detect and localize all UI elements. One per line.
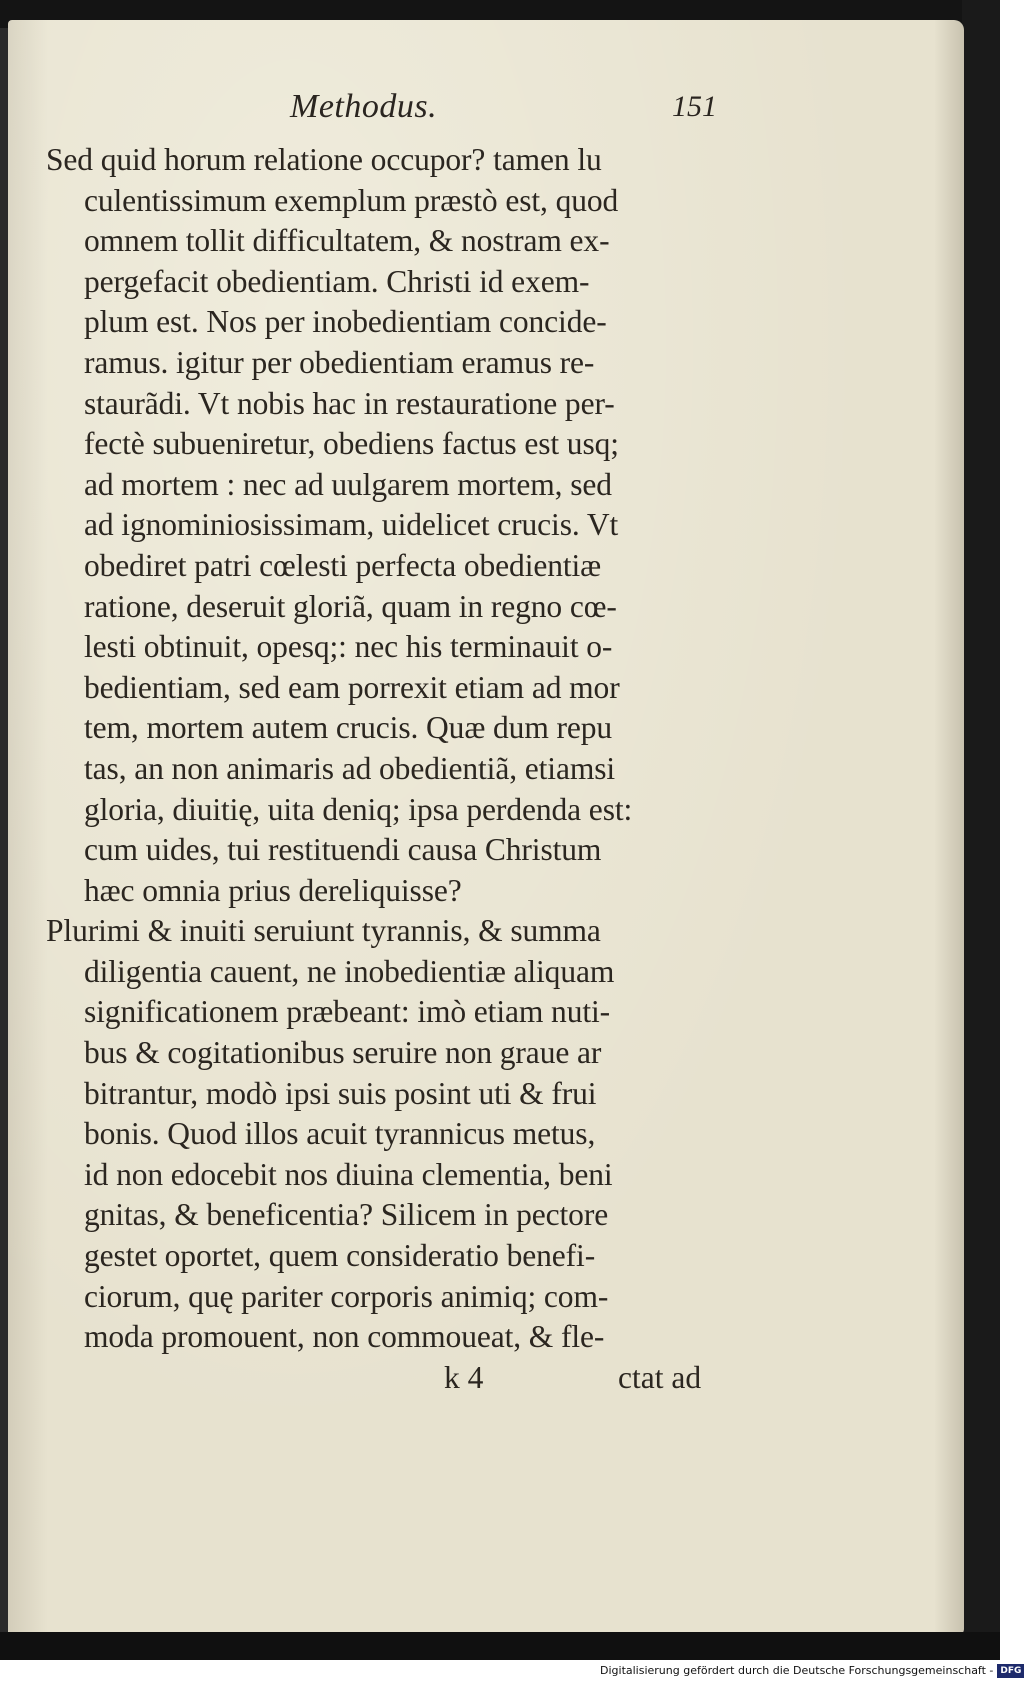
body-text [40, 140, 730, 1358]
paragraph-2 [40, 911, 730, 1358]
text-line: bus & cogitationibus seruire non graue ar [84, 1035, 602, 1071]
page-footer [0, 1360, 962, 1404]
dfg-logo-icon: DFG [997, 1664, 1024, 1678]
text-line: culentissimum exemplum præstò est, quod [84, 182, 619, 218]
text-line: Sed quid horum relatione occupor? tamen lu [46, 142, 602, 177]
text-line: ad ignominiosissimam, uidelicet crucis. Vt [84, 507, 619, 543]
text-line: staurãdi. Vt nobis hac in restauratione per- [84, 385, 615, 421]
text-line: gloria, diuitię, uita deniq; ipsa perdenda est: [84, 791, 633, 827]
credit-text: Digitalisierung gefördert durch die Deutsche Forschungsgemeinschaft - [600, 1664, 994, 1677]
text-line: hæc omnia prius dereliquisse? [84, 872, 462, 908]
text-line: ad mortem : nec ad uulgarem mortem, sed [84, 466, 612, 502]
scan-border-left [0, 0, 8, 1660]
page-header [0, 88, 962, 132]
paragraph-1 [40, 140, 730, 911]
running-title: Methodus. [290, 88, 438, 125]
text-line: cum uides, tui restituendi causa Christum [84, 832, 602, 868]
text-line: gestet oportet, quem consideratio benefi- [84, 1238, 596, 1274]
scan-border-bottom [0, 1632, 1000, 1660]
text-line: bedientiam, sed eam porrexit etiam ad mor [84, 669, 620, 705]
scan-border-right [962, 0, 1000, 1660]
text-line: ciorum, quę pariter corporis animiq; com- [84, 1278, 609, 1314]
text-line: bonis. Quod illos acuit tyrannicus metus, [84, 1116, 596, 1152]
text-line: moda promouent, non commoueat, & fle- [84, 1319, 605, 1355]
text-line: pergefacit obedientiam. Christi id exem- [84, 263, 590, 299]
text-line: ratione, deseruit gloriã, quam in regno cœ- [84, 588, 617, 624]
page-number: 151 [672, 90, 717, 123]
catchword: ctat ad [618, 1360, 702, 1395]
text-line: Plurimi & inuiti seruiunt tyrannis, & summa [46, 913, 601, 949]
text-line: plum est. Nos per inobedientiam concide- [84, 304, 607, 340]
text-line: omnem tollit difficultatem, & nostram ex- [84, 223, 610, 259]
text-line: tas, an non animaris ad obedientiã, etiamsi [84, 750, 616, 786]
text-line: ramus. igitur per obedientiam eramus re- [84, 344, 595, 380]
text-line: gnitas, & beneficentia? Silicem in pectore [84, 1197, 609, 1233]
text-line: bitrantur, modò ipsi suis posint uti & frui [84, 1075, 597, 1111]
text-line: obediret patri cœlesti perfecta obedientiæ [84, 547, 602, 583]
text-line: lesti obtinuit, opesq;: nec his terminauit o- [84, 629, 613, 665]
text-line: id non edocebit nos diuina clementia, beni [84, 1156, 613, 1192]
digitization-credit [600, 1662, 1022, 1680]
text-line: tem, mortem autem crucis. Quæ dum repu [84, 710, 613, 746]
text-line: fectè subueniretur, obediens factus est usq; [84, 426, 619, 462]
text-line: diligentia cauent, ne inobedientiæ aliquam [84, 953, 615, 989]
signature-mark: k 4 [444, 1360, 484, 1395]
text-line: significationem præbeant: imò etiam nuti- [84, 994, 611, 1030]
